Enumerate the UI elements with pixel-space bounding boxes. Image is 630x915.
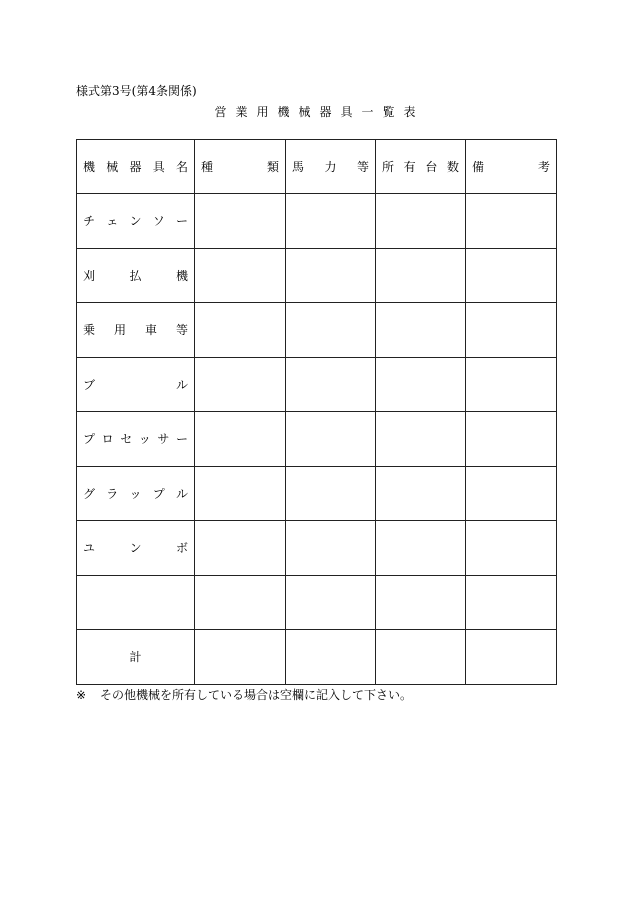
equipment-name-cell bbox=[77, 521, 195, 576]
header-cell bbox=[286, 140, 376, 194]
equipment-name: プ ロ セ ッ サ ー bbox=[83, 432, 188, 447]
input-cell[interactable] bbox=[195, 412, 286, 467]
equipment-table bbox=[76, 139, 557, 685]
input-cell[interactable] bbox=[466, 194, 557, 249]
header-horsepower: 馬 力 等 bbox=[292, 160, 369, 174]
total-input-cell[interactable] bbox=[286, 630, 376, 685]
total-row bbox=[77, 630, 557, 685]
equipment-name: チ ェ ン ソ ー bbox=[83, 214, 188, 229]
total-input-cell[interactable] bbox=[195, 630, 286, 685]
input-cell[interactable] bbox=[376, 575, 466, 630]
input-cell[interactable] bbox=[466, 575, 557, 630]
table-row bbox=[77, 521, 557, 576]
input-cell[interactable] bbox=[195, 521, 286, 576]
form-number: 様式第3号(第4条関係) bbox=[76, 84, 197, 98]
table-header-row bbox=[77, 140, 557, 194]
input-cell[interactable] bbox=[466, 303, 557, 358]
equipment-name-cell bbox=[77, 194, 195, 249]
equipment-name-cell[interactable] bbox=[77, 575, 195, 630]
equipment-name-cell bbox=[77, 303, 195, 358]
input-cell[interactable] bbox=[286, 412, 376, 467]
input-cell[interactable] bbox=[286, 303, 376, 358]
table-row bbox=[77, 194, 557, 249]
input-cell[interactable] bbox=[195, 303, 286, 358]
input-cell[interactable] bbox=[376, 248, 466, 303]
header-quantity: 所 有 台 数 bbox=[382, 160, 459, 174]
equipment-name-cell bbox=[77, 248, 195, 303]
input-cell[interactable] bbox=[466, 412, 557, 467]
header-cell bbox=[466, 140, 557, 194]
equipment-name: 乗 用 車 等 bbox=[83, 323, 188, 338]
equipment-name: 刈 払 機 bbox=[83, 268, 188, 283]
input-cell[interactable] bbox=[376, 357, 466, 412]
table-row bbox=[77, 466, 557, 521]
footnote-text: その他機械を所有している場合は空欄に記入して下さい。 bbox=[100, 688, 413, 702]
input-cell[interactable] bbox=[286, 466, 376, 521]
input-cell[interactable] bbox=[286, 357, 376, 412]
equipment-name: ブ ル bbox=[83, 377, 188, 392]
input-cell[interactable] bbox=[286, 194, 376, 249]
input-cell[interactable] bbox=[376, 412, 466, 467]
input-cell[interactable] bbox=[286, 521, 376, 576]
footnote bbox=[76, 688, 412, 702]
total-input-cell[interactable] bbox=[376, 630, 466, 685]
equipment-name: グ ラ ッ プ ル bbox=[83, 486, 188, 501]
header-equipment-name: 機 械 器 具 名 bbox=[83, 160, 188, 174]
table-row bbox=[77, 357, 557, 412]
total-label: 計 bbox=[129, 650, 142, 665]
document-title: 営業用機械器具一覧表 bbox=[214, 105, 425, 119]
table-row bbox=[77, 248, 557, 303]
header-cell bbox=[376, 140, 466, 194]
input-cell[interactable] bbox=[195, 357, 286, 412]
input-cell[interactable] bbox=[195, 466, 286, 521]
table-body bbox=[77, 194, 557, 630]
input-cell[interactable] bbox=[376, 466, 466, 521]
header-remarks: 備 考 bbox=[472, 160, 550, 174]
input-cell[interactable] bbox=[195, 194, 286, 249]
total-label-cell bbox=[77, 630, 195, 685]
reference-mark: ※ bbox=[76, 688, 87, 702]
header-type: 種 類 bbox=[201, 160, 279, 174]
input-cell[interactable] bbox=[195, 575, 286, 630]
header-cell bbox=[77, 140, 195, 194]
input-cell[interactable] bbox=[286, 248, 376, 303]
table-row bbox=[77, 575, 557, 630]
equipment-name-cell bbox=[77, 357, 195, 412]
input-cell[interactable] bbox=[376, 521, 466, 576]
input-cell[interactable] bbox=[466, 248, 557, 303]
input-cell[interactable] bbox=[195, 248, 286, 303]
input-cell[interactable] bbox=[466, 466, 557, 521]
equipment-name: ユ ン ボ bbox=[83, 541, 188, 556]
header-cell bbox=[195, 140, 286, 194]
input-cell[interactable] bbox=[466, 357, 557, 412]
input-cell[interactable] bbox=[376, 194, 466, 249]
total-input-cell[interactable] bbox=[466, 630, 557, 685]
input-cell[interactable] bbox=[286, 575, 376, 630]
input-cell[interactable] bbox=[466, 521, 557, 576]
equipment-name-cell bbox=[77, 412, 195, 467]
table-row bbox=[77, 412, 557, 467]
table-row bbox=[77, 303, 557, 358]
equipment-name-cell bbox=[77, 466, 195, 521]
input-cell[interactable] bbox=[376, 303, 466, 358]
